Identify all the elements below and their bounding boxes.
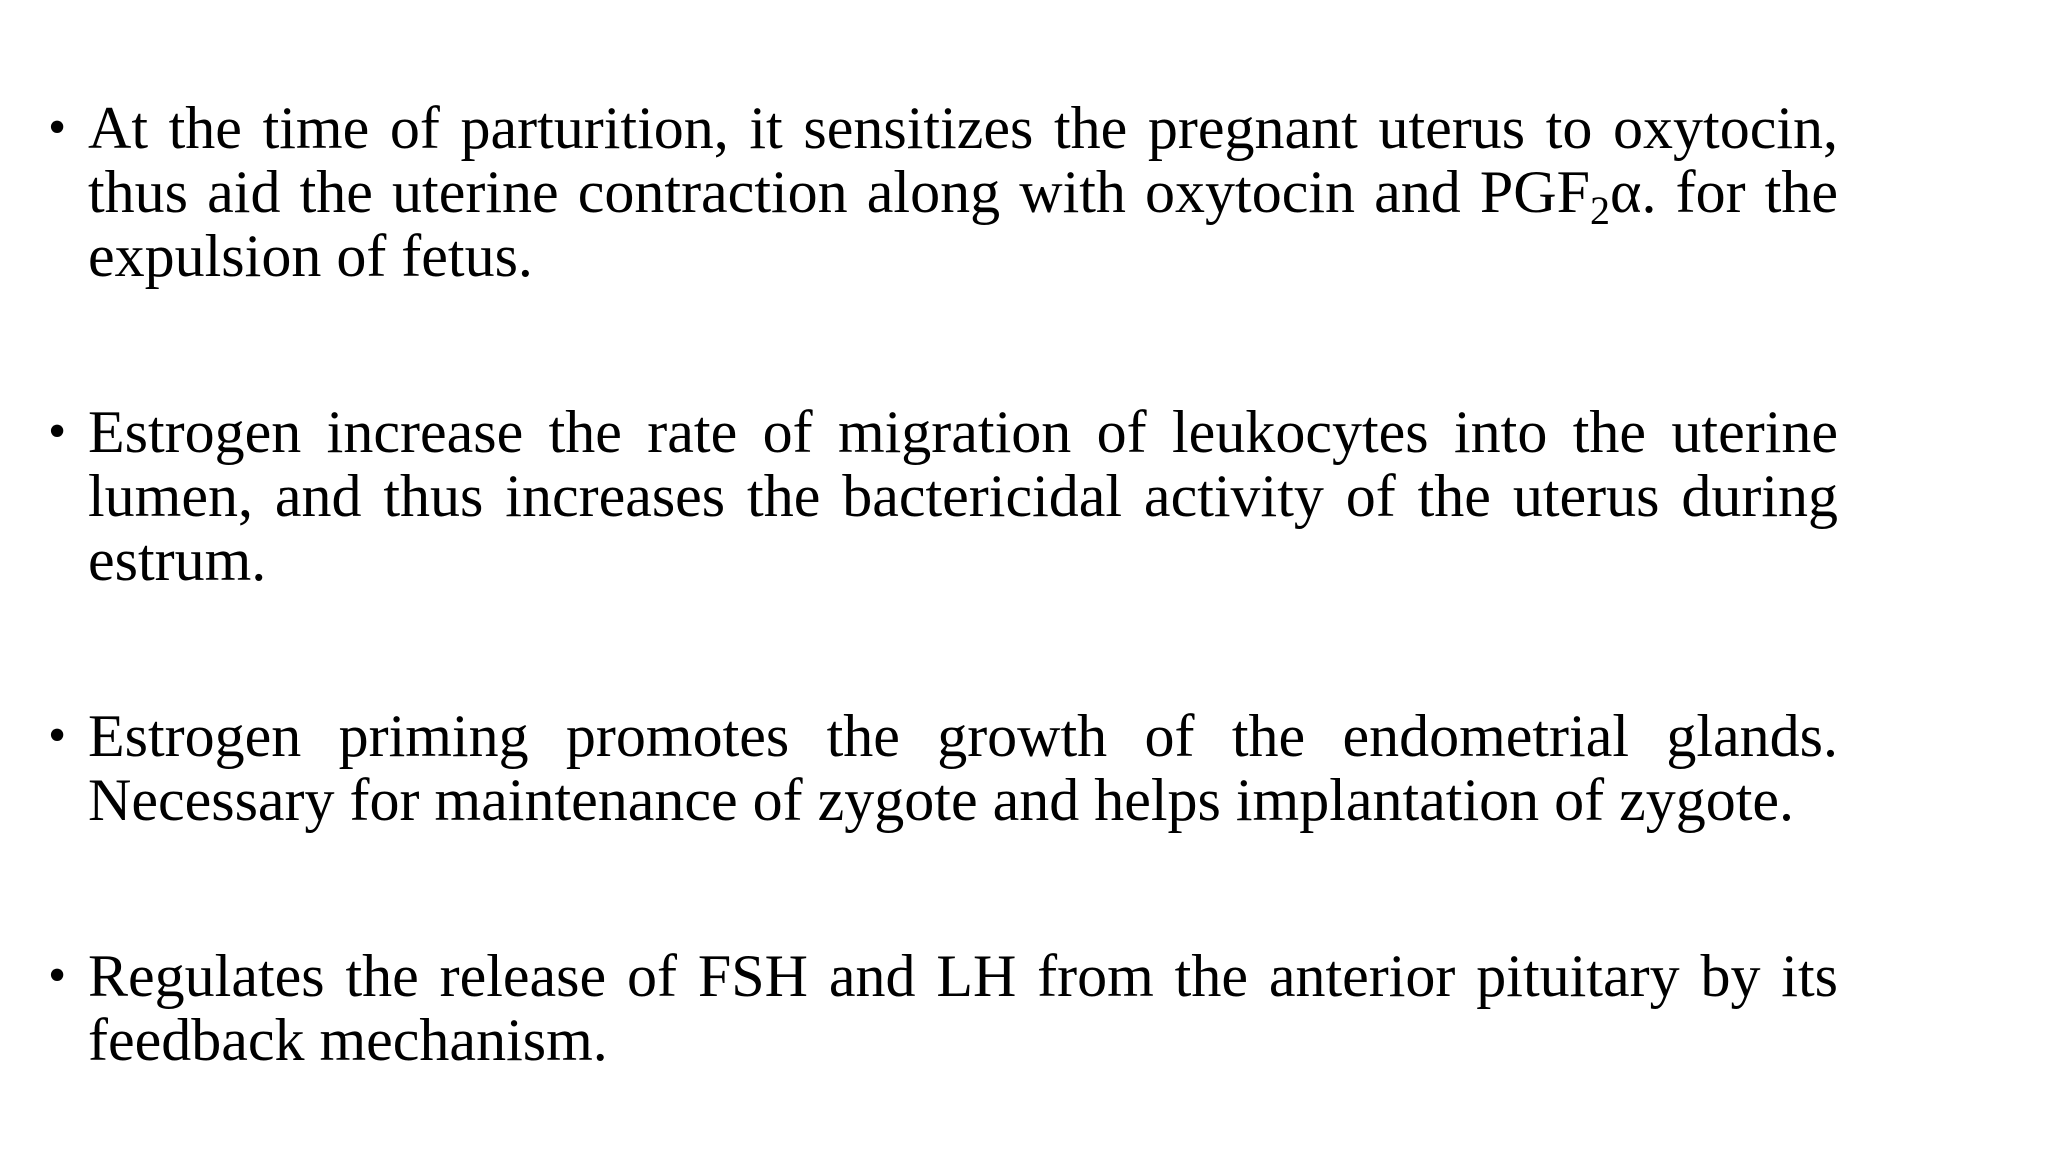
bullet-text-parturition [88,96,1838,288]
bullet-item-parturition [48,96,1838,288]
bullet-icon: • [48,707,67,764]
bullet-text-part: α. for the expulsion of fetus. [88,159,1838,289]
bullet-item-endometrial [48,704,1838,832]
bullet-icon: • [48,99,67,156]
bullet-item-feedback [48,944,1838,1072]
bullet-text-feedback: Regulates the release of FSH and LH from the anterior pituitary by its feedback mechanism. [88,943,1838,1073]
bullet-item-leukocytes [48,400,1838,592]
bullet-text-leukocytes: Estrogen increase the rate of migration of leukocytes into the uterine lumen, and thus increases the bactericidal activity of the uterus during estrum. [88,399,1838,593]
bullet-icon: • [48,947,67,1004]
bullet-icon: • [48,403,67,460]
bullet-text-endometrial: Estrogen priming promotes the growth of the endometrial glands. Necessary for maintenance of zygote and helps implantation of zygote. [88,703,1838,833]
subscript: 2 [1590,188,1611,233]
bullet-text-part: At the time of parturition, it sensitizes the pregnant uterus to oxytocin, thus aid the uterine contraction along with oxytocin and PGF [88,95,1838,225]
